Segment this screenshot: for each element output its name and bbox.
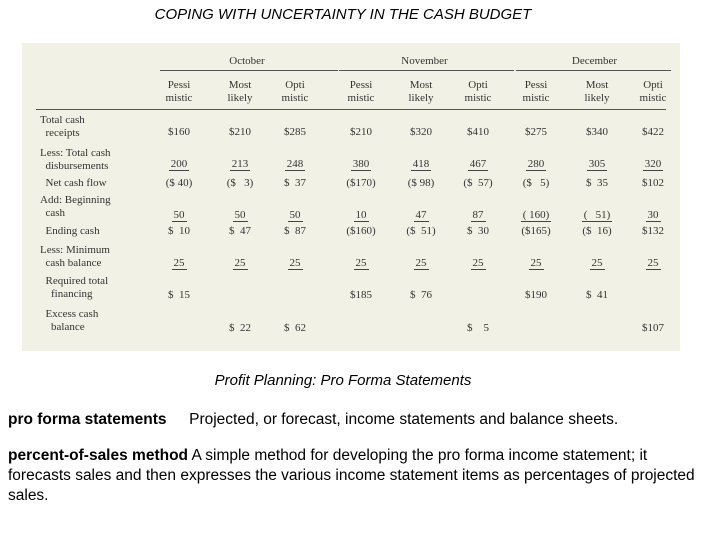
table-cell (331, 177, 391, 189)
cell-value: 25 (472, 257, 484, 269)
cell-value: ($ 57) (463, 177, 493, 189)
cell-value: $185 (350, 289, 372, 301)
table-cell (265, 209, 325, 221)
column-header: Pessi mistic (165, 79, 193, 104)
table-cell (149, 126, 209, 138)
month-header-december: December (571, 55, 618, 67)
table-cell (448, 225, 508, 237)
table-cell (391, 257, 451, 269)
cell-value: $190 (525, 289, 547, 301)
cell-value: 380 (352, 158, 370, 170)
table-cell (210, 177, 270, 189)
cell-value: 467 (469, 158, 487, 170)
table-cell (567, 126, 627, 138)
table-cell (149, 257, 209, 269)
table-cell (623, 126, 683, 138)
table-cell (149, 177, 209, 189)
table-cell (391, 225, 451, 237)
table-cell (567, 177, 627, 189)
table-cell (623, 158, 683, 170)
cell-value: 25 (173, 257, 185, 269)
cell-value: 25 (289, 257, 301, 269)
row-label: Net cash flow (40, 177, 107, 189)
cell-value: $ 35 (586, 177, 608, 189)
row-label: Less: Minimum cash balance (40, 244, 110, 269)
row-label: Excess cash balance (45, 308, 99, 333)
month-rule-november (339, 70, 514, 71)
cell-value: ( 160) (522, 209, 550, 221)
cell-value: $ 87 (284, 225, 306, 237)
cell-value: $132 (642, 225, 664, 237)
row-label: Add: Beginning cash (40, 194, 111, 219)
cell-value: $320 (410, 126, 432, 138)
header-rule (36, 109, 666, 110)
month-header-november: November (401, 55, 448, 67)
cell-value: 418 (412, 158, 430, 170)
table-cell (506, 257, 566, 269)
table-cell (567, 257, 627, 269)
column-header: Most likely (408, 79, 434, 104)
cell-value: 50 (234, 209, 246, 221)
table-cell (623, 177, 683, 189)
table-cell (448, 177, 508, 189)
table-cell (623, 209, 683, 221)
column-header: Opti mistic (639, 79, 667, 104)
table-cell (149, 289, 209, 301)
table-cell (567, 158, 627, 170)
cell-value: 280 (527, 158, 545, 170)
definition-term: pro forma statements (8, 411, 167, 428)
cell-value: $ 62 (284, 322, 306, 334)
table-cell (623, 225, 683, 237)
cell-value: 200 (170, 158, 188, 170)
definition-term: percent-of-sales method (8, 447, 189, 464)
cell-value: $102 (642, 177, 664, 189)
cell-value: $410 (467, 126, 489, 138)
column-header: Most likely (227, 79, 253, 104)
cell-value: $160 (168, 126, 190, 138)
table-cell (567, 289, 627, 301)
cell-value: $210 (229, 126, 251, 138)
table-cell (331, 257, 391, 269)
table-cell (506, 209, 566, 221)
definition-text: A simple method for developing the pro forma income statement; it forecasts sales and then expresses the various income statement items as percentages of projected sales. (8, 447, 695, 504)
table-cell (149, 225, 209, 237)
cell-value: ( 51) (583, 209, 611, 221)
table-cell (623, 257, 683, 269)
cell-value: $285 (284, 126, 306, 138)
cell-value: $210 (350, 126, 372, 138)
cell-value: 25 (530, 257, 542, 269)
table-cell (506, 289, 566, 301)
cell-value: $ 47 (229, 225, 251, 237)
cell-value: 10 (355, 209, 367, 221)
table-cell (265, 225, 325, 237)
cell-value: 305 (588, 158, 606, 170)
cell-value: $ 22 (229, 322, 251, 334)
cell-value: 25 (415, 257, 427, 269)
cell-value: $ 30 (467, 225, 489, 237)
cell-value: $ 15 (168, 289, 190, 301)
table-cell (265, 126, 325, 138)
table-cell (567, 209, 627, 221)
table-cell (210, 126, 270, 138)
table-cell (391, 177, 451, 189)
cell-value: $ 10 (168, 225, 190, 237)
cell-value: $422 (642, 126, 664, 138)
cell-value: ($ 40) (165, 177, 193, 189)
cell-value: 25 (591, 257, 603, 269)
cell-value: 50 (173, 209, 185, 221)
table-cell (265, 257, 325, 269)
cell-value: ($170) (346, 177, 376, 189)
table-cell (265, 158, 325, 170)
cell-value: 25 (234, 257, 246, 269)
section-subtitle: Profit Planning: Pro Forma Statements (214, 372, 472, 389)
cell-value: $ 41 (586, 289, 608, 301)
table-cell (331, 225, 391, 237)
cash-budget-table (22, 43, 680, 351)
table-cell (448, 126, 508, 138)
definition-pro-forma (8, 410, 698, 430)
table-cell (210, 322, 270, 334)
cell-value: 320 (644, 158, 662, 170)
table-cell (506, 177, 566, 189)
column-header: Most likely (584, 79, 610, 104)
column-header: Opti mistic (464, 79, 492, 104)
cell-value: 25 (647, 257, 659, 269)
cell-value: $107 (642, 322, 664, 334)
table-cell (567, 225, 627, 237)
table-cell (265, 177, 325, 189)
cell-value: ($165) (521, 225, 551, 237)
table-cell (210, 225, 270, 237)
column-header: Pessi mistic (522, 79, 550, 104)
table-cell (506, 126, 566, 138)
cell-value: 47 (415, 209, 427, 221)
definition-text: Projected, or forecast, income statements and balance sheets. (189, 411, 619, 428)
cell-value: 87 (472, 209, 484, 221)
table-cell (331, 158, 391, 170)
cell-value: $275 (525, 126, 547, 138)
table-cell (448, 209, 508, 221)
row-label: Total cash receipts (40, 114, 85, 139)
table-cell (448, 322, 508, 334)
cell-value: 213 (231, 158, 249, 170)
cell-value: 50 (289, 209, 301, 221)
row-label: Ending cash (40, 225, 100, 237)
row-label: Required total financing (45, 275, 109, 300)
cell-value: $ 76 (410, 289, 432, 301)
table-cell (331, 289, 391, 301)
cell-value: 248 (286, 158, 304, 170)
cell-value: $ 37 (284, 177, 306, 189)
cell-value: 25 (355, 257, 367, 269)
month-rule-october (160, 70, 338, 71)
table-cell (331, 126, 391, 138)
table-cell (448, 158, 508, 170)
definition-percent-of-sales (8, 446, 698, 506)
cell-value: ($ 16) (582, 225, 612, 237)
cell-value: ($ 51) (406, 225, 436, 237)
table-cell (265, 322, 325, 334)
cell-value: ($ 3) (226, 177, 254, 189)
table-cell (391, 126, 451, 138)
table-cell (210, 257, 270, 269)
cell-value: $ 5 (467, 322, 489, 334)
table-cell (210, 209, 270, 221)
table-cell (149, 158, 209, 170)
cell-value: 30 (647, 209, 659, 221)
table-cell (506, 158, 566, 170)
cell-value: ($ 5) (522, 177, 550, 189)
table-cell (448, 257, 508, 269)
table-cell (331, 209, 391, 221)
month-header-october: October (229, 55, 265, 67)
table-cell (623, 322, 683, 334)
column-header: Opti mistic (281, 79, 309, 104)
cell-value: ($160) (346, 225, 376, 237)
table-cell (391, 209, 451, 221)
table-cell (506, 225, 566, 237)
table-cell (149, 209, 209, 221)
page-title: COPING WITH UNCERTAINTY IN THE CASH BUDGET (154, 6, 532, 23)
table-cell (210, 158, 270, 170)
column-header: Pessi mistic (347, 79, 375, 104)
table-cell (391, 289, 451, 301)
row-label: Less: Total cash disbursements (40, 147, 111, 172)
month-rule-december (516, 70, 671, 71)
cell-value: $340 (586, 126, 608, 138)
cell-value: ($ 98) (407, 177, 435, 189)
table-cell (391, 158, 451, 170)
